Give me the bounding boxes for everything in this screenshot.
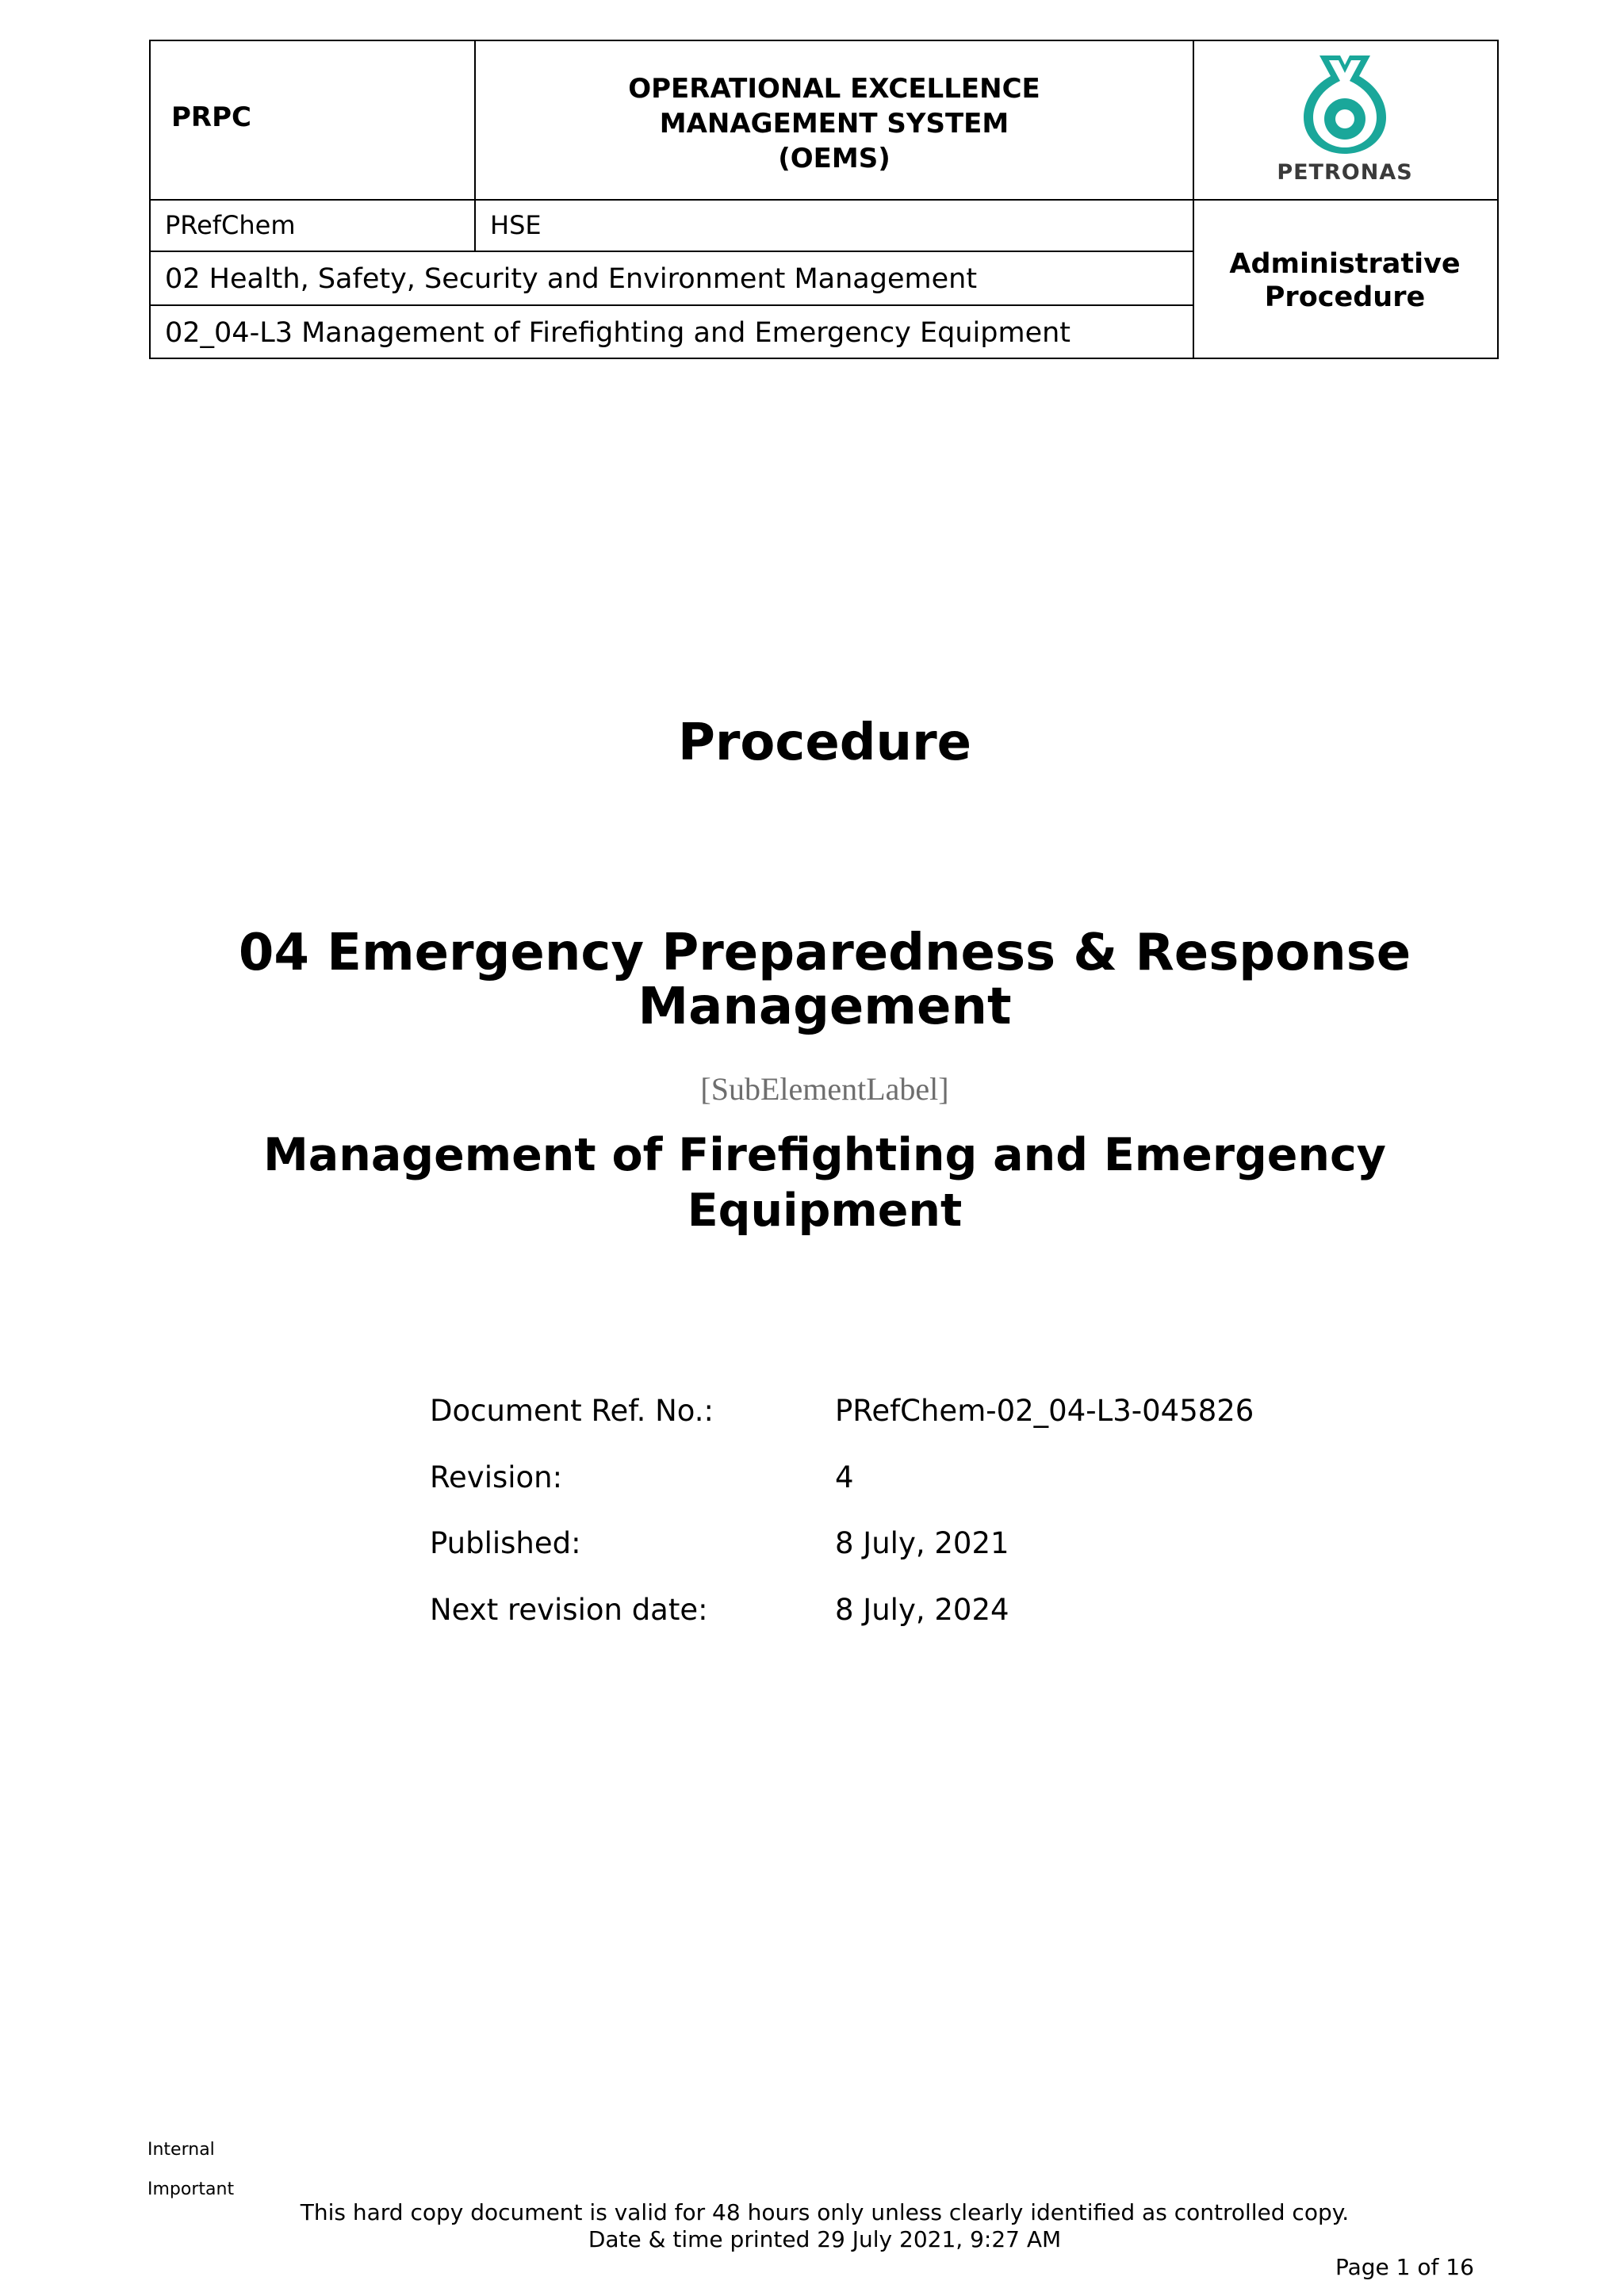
printed-note: Date & time printed 29 July 2021, 9:27 AM xyxy=(588,2226,1062,2252)
header-system-title-line-1: OPERATIONAL EXCELLENCE xyxy=(628,73,1040,105)
header-divider-3 xyxy=(149,304,1193,306)
header-entity: PRefChem xyxy=(165,210,296,240)
meta-ref-label: Document Ref. No.: xyxy=(430,1394,714,1428)
element-title-line-2: Management xyxy=(638,978,1012,1036)
element-title-line-1: 04 Emergency Preparedness & Response xyxy=(238,924,1411,982)
meta-revision-value: 4 xyxy=(835,1460,854,1494)
meta-next-revision-value: 8 July, 2024 xyxy=(835,1593,1009,1627)
header-doc-type xyxy=(1193,247,1496,314)
petronas-logo-icon xyxy=(1297,52,1392,155)
logo-wordmark: PETRONAS xyxy=(1277,160,1413,185)
header-divider-2 xyxy=(149,251,1193,252)
sub-element-label: [SubElementLabel] xyxy=(700,1071,949,1107)
meta-ref-value: PRefChem-02_04-L3-045826 xyxy=(835,1394,1254,1428)
header-system-title-line-2: MANAGEMENT SYSTEM xyxy=(659,108,1009,140)
header-company: PRPC xyxy=(171,101,251,133)
classification-internal: Internal xyxy=(147,2140,215,2160)
page-number: Page 1 of 16 xyxy=(1335,2254,1474,2280)
element-title xyxy=(159,926,1491,1034)
document-title xyxy=(238,1127,1411,1238)
page-title: Procedure xyxy=(677,714,972,772)
meta-revision-label: Revision: xyxy=(430,1460,563,1494)
document-title-line-1: Management of Firefighting and Emergency xyxy=(263,1129,1386,1181)
meta-published-label: Published: xyxy=(430,1526,581,1560)
header-system-title-line-3: (OEMS) xyxy=(778,143,891,174)
header-function: HSE xyxy=(490,210,542,240)
header-element: 02 Health, Safety, Security and Environment Management xyxy=(165,263,978,295)
meta-published-value: 8 July, 2021 xyxy=(835,1526,1009,1560)
classification-important: Important xyxy=(147,2179,235,2199)
header-system-title xyxy=(476,71,1193,176)
header-divider-1 xyxy=(149,199,1499,201)
header-procedure-ref: 02_04-L3 Management of Firefighting and Emergency Equipment xyxy=(165,317,1071,349)
validity-note: This hard copy document is valid for 48 hours only unless clearly identified as controlled copy. xyxy=(300,2199,1350,2225)
meta-next-revision-label: Next revision date: xyxy=(430,1593,708,1627)
document-title-line-2: Equipment xyxy=(687,1184,963,1237)
header-doc-type-line-2: Procedure xyxy=(1264,281,1426,313)
header-doc-type-line-1: Administrative xyxy=(1229,248,1461,280)
